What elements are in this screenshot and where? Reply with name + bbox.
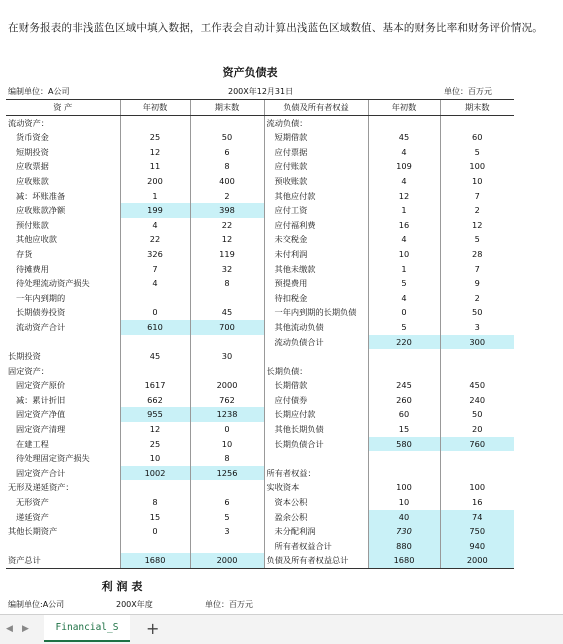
liability-label-cell[interactable]: 其他流动负债 (264, 320, 368, 335)
asset-label-cell[interactable]: 应收票据 (16, 161, 49, 172)
asset-end-cell[interactable]: 8 (190, 276, 264, 291)
asset-label-cell[interactable]: 应收账款 (16, 175, 49, 186)
asset-end-cell[interactable]: 762 (190, 393, 264, 408)
asset-begin-cell[interactable] (120, 115, 190, 130)
header-assets-begin: 年初数 (120, 100, 190, 116)
asset-label-cell[interactable]: 固定资产原价 (16, 380, 66, 391)
liability-begin-cell[interactable]: 0 (368, 305, 440, 320)
asset-label-cell[interactable]: 待处理固定资产损失 (16, 453, 90, 464)
asset-end-cell[interactable]: 6 (190, 145, 264, 160)
liability-begin-cell[interactable]: 5 (368, 320, 440, 335)
liability-begin-cell[interactable]: 15 (368, 422, 440, 437)
liability-begin-cell[interactable]: 1680 (368, 553, 440, 568)
asset-begin-cell[interactable]: 25 (120, 437, 190, 452)
balance-sheet-row (6, 218, 514, 233)
liability-label-cell[interactable]: 盈余公积 (264, 510, 368, 525)
asset-label-cell[interactable]: 固定资产合计 (16, 467, 66, 478)
balance-sheet-row (6, 480, 514, 495)
asset-label-cell[interactable]: 一年内到期的 (16, 292, 66, 303)
asset-label-cell[interactable]: 其他长期资产 (8, 526, 58, 537)
asset-label-cell[interactable]: 存货 (16, 248, 33, 259)
liability-end-cell[interactable]: 300 (440, 335, 514, 350)
liability-end-cell[interactable]: 940 (440, 539, 514, 554)
asset-begin-cell[interactable]: 4 (120, 218, 190, 233)
liability-label-cell[interactable]: 一年内到期的长期负债 (264, 305, 368, 320)
balance-sheet-row (6, 291, 514, 306)
asset-end-cell[interactable] (190, 115, 264, 130)
liability-label-cell[interactable]: 实收资本 (264, 480, 368, 495)
asset-label-cell[interactable]: 待摊费用 (16, 263, 49, 274)
asset-begin-cell[interactable]: 25 (120, 130, 190, 145)
liability-label-cell[interactable]: 流动负债合计 (264, 335, 368, 350)
asset-begin-cell[interactable]: 15 (120, 510, 190, 525)
asset-begin-cell[interactable]: 22 (120, 232, 190, 247)
asset-label-cell[interactable]: 流动资产： (8, 117, 49, 128)
scroll-left-icon[interactable]: ◀ (6, 624, 13, 634)
liability-begin-cell[interactable]: 4 (368, 145, 440, 160)
liability-end-cell[interactable]: 74 (440, 510, 514, 525)
balance-sheet-row (6, 510, 514, 525)
liability-begin-cell[interactable]: 60 (368, 407, 440, 422)
liability-end-cell[interactable]: 5 (440, 145, 514, 160)
asset-end-cell[interactable]: 12 (190, 232, 264, 247)
liability-label-cell[interactable]: 长期借款 (264, 378, 368, 393)
balance-sheet-row (6, 553, 514, 568)
header-assets-end: 期末数 (190, 100, 264, 116)
liability-label-cell[interactable]: 预提费用 (264, 276, 368, 291)
liability-end-cell[interactable]: 60 (440, 130, 514, 145)
liability-label-cell[interactable]: 所有者权益合计 (264, 539, 368, 554)
balance-sheet-row (6, 276, 514, 291)
asset-begin-cell[interactable]: 7 (120, 262, 190, 277)
liability-end-cell[interactable] (440, 364, 514, 379)
liability-begin-cell[interactable]: 4 (368, 232, 440, 247)
liability-begin-cell[interactable]: 580 (368, 437, 440, 452)
liability-begin-cell[interactable]: 220 (368, 335, 440, 350)
balance-sheet-row (6, 437, 514, 452)
asset-begin-cell[interactable]: 4 (120, 276, 190, 291)
liability-label-cell[interactable]: 应付票据 (264, 145, 368, 160)
asset-begin-cell[interactable]: 0 (120, 524, 190, 539)
asset-label-cell[interactable]: 其他应收款 (16, 234, 57, 245)
asset-end-cell[interactable]: 398 (190, 203, 264, 218)
liability-begin-cell[interactable]: 109 (368, 159, 440, 174)
liability-label-cell[interactable] (264, 349, 368, 364)
liability-label-cell[interactable]: 未付利润 (264, 247, 368, 262)
liability-end-cell[interactable]: 100 (440, 159, 514, 174)
liability-begin-cell[interactable]: 880 (368, 539, 440, 554)
asset-end-cell[interactable]: 700 (190, 320, 264, 335)
asset-label-cell[interactable]: 减：坏账准备 (16, 190, 66, 201)
balance-sheet-company: 编制单位：A公司 (8, 87, 70, 96)
balance-sheet-row (6, 539, 514, 554)
liability-label-cell[interactable] (264, 451, 368, 466)
asset-begin-cell[interactable]: 12 (120, 422, 190, 437)
income-statement-unit: 单位：百万元 (205, 600, 253, 609)
balance-sheet-title: 资产负债表 (222, 66, 278, 79)
asset-label-cell[interactable]: 流动资产合计 (16, 321, 66, 332)
balance-sheet-row (6, 364, 514, 379)
asset-end-cell[interactable] (190, 539, 264, 554)
asset-begin-cell[interactable] (120, 480, 190, 495)
asset-begin-cell[interactable]: 1002 (120, 466, 190, 481)
asset-label-cell[interactable]: 无形及递延资产： (8, 482, 74, 493)
asset-end-cell[interactable] (190, 335, 264, 350)
liability-begin-cell[interactable]: 100 (368, 480, 440, 495)
liability-label-cell[interactable]: 未分配利润 (264, 524, 368, 539)
liability-label-cell[interactable]: 应付福利费 (264, 218, 368, 233)
balance-sheet-row (6, 335, 514, 350)
asset-label-cell[interactable]: 固定资产清理 (16, 424, 66, 435)
asset-label-cell[interactable]: 预付账款 (16, 219, 49, 230)
asset-label-cell[interactable]: 短期投资 (16, 146, 49, 157)
liability-end-cell[interactable]: 750 (440, 524, 514, 539)
header-assets: 资 产 (6, 100, 120, 116)
liability-begin-cell[interactable] (368, 466, 440, 481)
balance-sheet-row (6, 407, 514, 422)
asset-begin-cell[interactable]: 199 (120, 203, 190, 218)
liability-label-cell[interactable]: 长期应付款 (264, 407, 368, 422)
liability-end-cell[interactable]: 9 (440, 276, 514, 291)
add-sheet-button[interactable]: + (146, 619, 160, 638)
liability-end-cell[interactable]: 5 (440, 232, 514, 247)
liability-label-cell[interactable]: 其他长期负债 (264, 422, 368, 437)
balance-sheet-row (6, 349, 514, 364)
liability-begin-cell[interactable]: 12 (368, 189, 440, 204)
balance-sheet-row (6, 524, 514, 539)
liability-begin-cell[interactable]: 1 (368, 262, 440, 277)
asset-label-cell[interactable]: 长期投资 (8, 351, 41, 362)
liability-label-cell[interactable]: 预收账款 (264, 174, 368, 189)
asset-label-cell[interactable]: 资产总计 (6, 553, 120, 568)
liability-label-cell[interactable]: 流动负债： (264, 115, 368, 130)
asset-end-cell[interactable]: 22 (190, 218, 264, 233)
liability-end-cell[interactable]: 28 (440, 247, 514, 262)
income-statement-title: 利 润 表 (101, 580, 143, 593)
scroll-right-icon[interactable]: ▶ (22, 624, 29, 634)
balance-sheet-row (6, 262, 514, 277)
asset-end-cell[interactable]: 8 (190, 159, 264, 174)
balance-sheet-date: 200X年12月31日 (228, 87, 294, 96)
balance-sheet-row (6, 232, 514, 247)
header-liab-end: 期末数 (440, 100, 514, 116)
asset-end-cell[interactable]: 5 (190, 510, 264, 525)
asset-end-cell[interactable]: 0 (190, 422, 264, 437)
asset-begin-cell[interactable]: 1617 (120, 378, 190, 393)
liability-begin-cell[interactable]: 1 (368, 203, 440, 218)
liability-begin-cell[interactable]: 10 (368, 247, 440, 262)
asset-begin-cell[interactable]: 610 (120, 320, 190, 335)
liability-end-cell[interactable]: 20 (440, 422, 514, 437)
balance-sheet-row (6, 422, 514, 437)
liability-label-cell[interactable]: 待扣税金 (264, 291, 368, 306)
liability-begin-cell[interactable]: 730 (368, 524, 440, 539)
asset-end-cell[interactable] (190, 364, 264, 379)
asset-begin-cell[interactable]: 1680 (120, 553, 190, 568)
asset-begin-cell[interactable] (120, 335, 190, 350)
balance-sheet-row (6, 145, 514, 160)
balance-sheet-row (6, 189, 514, 204)
asset-begin-cell[interactable]: 1 (120, 189, 190, 204)
liability-end-cell[interactable]: 50 (440, 305, 514, 320)
asset-begin-cell[interactable]: 662 (120, 393, 190, 408)
liability-label-cell[interactable]: 资本公积 (264, 495, 368, 510)
asset-end-cell[interactable]: 32 (190, 262, 264, 277)
liability-begin-cell[interactable] (368, 349, 440, 364)
liability-begin-cell[interactable]: 4 (368, 291, 440, 306)
asset-label-cell[interactable] (6, 335, 120, 350)
sheet-tab-bar (0, 614, 563, 644)
asset-label-cell[interactable]: 固定资产： (8, 365, 49, 376)
balance-sheet-row (6, 320, 514, 335)
liability-end-cell[interactable]: 3 (440, 320, 514, 335)
liability-end-cell[interactable]: 50 (440, 407, 514, 422)
balance-sheet-row (6, 495, 514, 510)
balance-sheet-table (6, 99, 514, 569)
balance-sheet-row (6, 466, 514, 481)
asset-begin-cell[interactable] (120, 291, 190, 306)
asset-label-cell[interactable]: 长期债券投资 (16, 307, 66, 318)
sheet-tab-financial[interactable]: Financial_S (44, 615, 130, 642)
asset-label-cell[interactable]: 货币资金 (16, 132, 49, 143)
asset-begin-cell[interactable]: 0 (120, 305, 190, 320)
asset-end-cell[interactable]: 2 (190, 189, 264, 204)
balance-sheet-row (6, 159, 514, 174)
liability-label-cell[interactable]: 其他未缴款 (264, 262, 368, 277)
asset-end-cell[interactable]: 2000 (190, 553, 264, 568)
liability-begin-cell[interactable]: 5 (368, 276, 440, 291)
liability-label-cell[interactable]: 应付账款 (264, 159, 368, 174)
income-statement-period: 200X年度 (116, 600, 153, 609)
asset-label-cell[interactable]: 减：累计折旧 (16, 394, 66, 405)
liability-end-cell[interactable] (440, 349, 514, 364)
asset-label-cell[interactable]: 递延资产 (16, 511, 49, 522)
liability-label-cell[interactable]: 所有者权益： (264, 466, 368, 481)
balance-sheet-unit: 单位：百万元 (444, 87, 492, 96)
asset-label-cell[interactable]: 固定资产净值 (16, 409, 66, 420)
liability-label-cell[interactable]: 未交税金 (264, 232, 368, 247)
asset-label-cell[interactable]: 在建工程 (16, 438, 49, 449)
liability-begin-cell[interactable] (368, 115, 440, 130)
liability-end-cell[interactable] (440, 115, 514, 130)
asset-end-cell[interactable]: 45 (190, 305, 264, 320)
liability-end-cell[interactable]: 12 (440, 218, 514, 233)
asset-end-cell[interactable]: 50 (190, 130, 264, 145)
liability-begin-cell[interactable]: 40 (368, 510, 440, 525)
header-liabilities: 负债及所有者权益 (264, 100, 368, 116)
balance-sheet-header-row (6, 100, 514, 116)
asset-begin-cell[interactable]: 11 (120, 159, 190, 174)
liability-end-cell[interactable]: 240 (440, 393, 514, 408)
liability-end-cell[interactable]: 760 (440, 437, 514, 452)
liability-end-cell[interactable]: 450 (440, 378, 514, 393)
liability-end-cell[interactable]: 16 (440, 495, 514, 510)
asset-end-cell[interactable]: 400 (190, 174, 264, 189)
liability-begin-cell[interactable]: 16 (368, 218, 440, 233)
asset-begin-cell[interactable]: 955 (120, 407, 190, 422)
balance-sheet-row (6, 393, 514, 408)
asset-end-cell[interactable]: 1256 (190, 466, 264, 481)
asset-end-cell[interactable]: 30 (190, 349, 264, 364)
header-liab-begin: 年初数 (368, 100, 440, 116)
balance-sheet-row (6, 378, 514, 393)
liability-begin-cell[interactable] (368, 451, 440, 466)
balance-sheet-row (6, 451, 514, 466)
asset-begin-cell[interactable] (120, 539, 190, 554)
liability-end-cell[interactable]: 10 (440, 174, 514, 189)
liability-label-cell[interactable]: 应付工资 (264, 203, 368, 218)
liability-begin-cell[interactable]: 260 (368, 393, 440, 408)
liability-end-cell[interactable]: 2000 (440, 553, 514, 568)
instruction-text: 在财务报表的非浅蓝色区域中填入数据，工作表会自动计算出浅蓝色区域数值、基本的财务比率和财务评价情况。 (8, 22, 543, 34)
balance-sheet-row (6, 130, 514, 145)
asset-begin-cell[interactable]: 10 (120, 451, 190, 466)
asset-label-cell[interactable]: 应收账款净额 (16, 205, 66, 216)
liability-end-cell[interactable]: 2 (440, 291, 514, 306)
liability-label-cell[interactable]: 长期负债合计 (264, 437, 368, 452)
asset-begin-cell[interactable]: 326 (120, 247, 190, 262)
asset-begin-cell[interactable]: 200 (120, 174, 190, 189)
liability-end-cell[interactable]: 7 (440, 262, 514, 277)
liability-end-cell[interactable]: 7 (440, 189, 514, 204)
liability-begin-cell[interactable]: 45 (368, 130, 440, 145)
balance-sheet-row (6, 115, 514, 130)
asset-end-cell[interactable]: 6 (190, 495, 264, 510)
asset-label-cell[interactable] (6, 539, 120, 554)
asset-begin-cell[interactable] (120, 364, 190, 379)
asset-end-cell[interactable]: 10 (190, 437, 264, 452)
asset-end-cell[interactable]: 119 (190, 247, 264, 262)
asset-end-cell[interactable] (190, 480, 264, 495)
liability-begin-cell[interactable] (368, 364, 440, 379)
liability-end-cell[interactable] (440, 451, 514, 466)
liability-label-cell[interactable]: 其他应付款 (264, 189, 368, 204)
liability-begin-cell[interactable]: 10 (368, 495, 440, 510)
liability-end-cell[interactable] (440, 466, 514, 481)
asset-begin-cell[interactable]: 45 (120, 349, 190, 364)
liability-label-cell[interactable]: 长期负债： (264, 364, 368, 379)
asset-label-cell[interactable]: 待处理流动资产损失 (16, 278, 90, 289)
income-statement-company: 编制单位:A公司 (8, 600, 65, 609)
asset-end-cell[interactable] (190, 291, 264, 306)
balance-sheet-row (6, 174, 514, 189)
balance-sheet-row (6, 305, 514, 320)
liability-end-cell[interactable]: 2 (440, 203, 514, 218)
asset-label-cell[interactable]: 无形资产 (16, 497, 49, 508)
liability-label-cell[interactable]: 短期借款 (264, 130, 368, 145)
liability-end-cell[interactable]: 100 (440, 480, 514, 495)
asset-end-cell[interactable]: 3 (190, 524, 264, 539)
asset-begin-cell[interactable]: 12 (120, 145, 190, 160)
liability-label-cell[interactable]: 负债及所有者权益总计 (264, 553, 368, 568)
asset-end-cell[interactable]: 2000 (190, 378, 264, 393)
liability-begin-cell[interactable]: 4 (368, 174, 440, 189)
liability-begin-cell[interactable]: 245 (368, 378, 440, 393)
asset-end-cell[interactable]: 8 (190, 451, 264, 466)
asset-end-cell[interactable]: 1238 (190, 407, 264, 422)
balance-sheet-row (6, 203, 514, 218)
balance-sheet-row (6, 247, 514, 262)
liability-label-cell[interactable]: 应付债券 (264, 393, 368, 408)
asset-begin-cell[interactable]: 8 (120, 495, 190, 510)
